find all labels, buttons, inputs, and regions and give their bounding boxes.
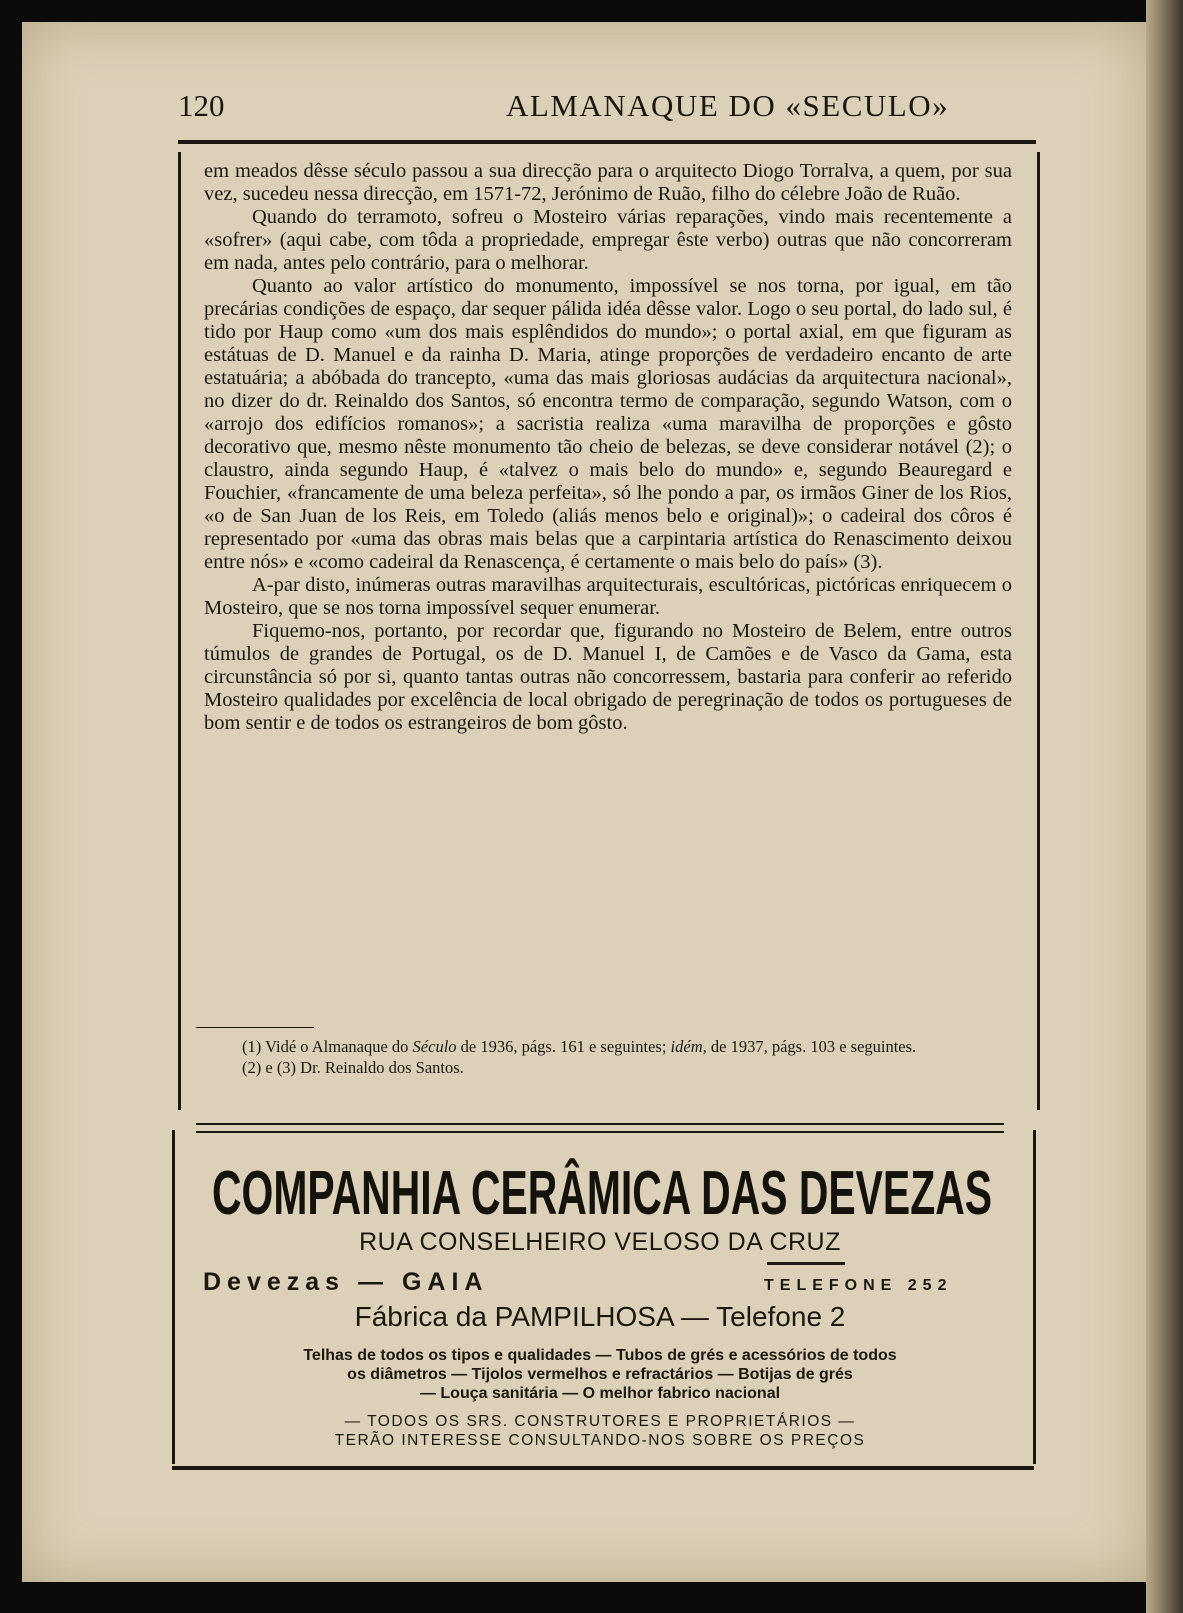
- callout-line: — TODOS OS SRS. CONSTRUTORES E PROPRIETÁRIOS —: [344, 1413, 856, 1430]
- phone-rule: [767, 1262, 845, 1265]
- footnote-1: (1) Vidé o Almanaque do Século de 1936, págs. 161 e seguintes; idém, de 1937, págs. 103 e seguintes.: [242, 1037, 917, 1056]
- products-line: os diâmetros — Tijolos vermelhos e refractários — Botijas de grés: [347, 1366, 853, 1383]
- article-paragraph: Quando do terramoto, sofreu o Mosteiro várias reparações, vindo mais recentemente a «sofrer» (aqui cabe, com tôda a propriedade, empregar êste verbo) outras que não concorreram em nada, antes pelo contrário, para o melhorar.: [204, 206, 1012, 274]
- advertisement-location: Devezas — GAIA: [203, 1268, 489, 1296]
- advertisement-factory: Fábrica da PAMPILHOSA — Telefone 2: [354, 1301, 846, 1332]
- footnote-rule: [196, 1027, 314, 1028]
- header-rule: [178, 140, 1036, 144]
- footnotes: [198, 1036, 1010, 1078]
- products-line: — Louça sanitária — O melhor fabrico nacional: [419, 1385, 781, 1402]
- advertisement-phone: TELEFONE 252: [764, 1277, 953, 1294]
- advertisement-company-name: [196, 1140, 1008, 1232]
- page-header: [178, 88, 1038, 128]
- running-title: ALMANAQUE DO «SECULO»: [506, 88, 950, 123]
- article-paragraph: em meados dêsse século passou a sua direcção para o arquitecto Diogo Torralva, a quem, por sua vez, sucedeu nessa direcção, em 1571-72, Jerónimo de Ruão, filho do célebre João de Ruão.: [204, 160, 1012, 205]
- products-line: Telhas de todos os tipos e qualidades — Tubos de grés e acessórios de todos: [303, 1347, 897, 1364]
- advertisement-callout: [196, 1412, 1004, 1450]
- advertisement-products: [196, 1346, 1004, 1403]
- bottom-rule: [172, 1466, 1034, 1470]
- footnote-2: (2) e (3) Dr. Reinaldo dos Santos.: [242, 1058, 464, 1077]
- company-name-text: COMPANHIA CERÂMICA DAS DEVEZAS: [212, 1159, 992, 1228]
- article-paragraph: Fiquemo-nos, portanto, por recordar que, figurando no Mosteiro de Belem, entre outros túmulos de grandes de Portugal, os de D. Manuel I, de Camões e de Vasco da Gama, esta circunstância só por si, quanto tantas outras não concorressem, bastaria para conferir ao referido Mosteiro qualidades por excelência de local obrigado de peregrinação de todos os portugueses de bom sentir e de todos os estrangeiros de bom gôsto.: [204, 620, 1012, 734]
- article-paragraph: Quanto ao valor artístico do monumento, impossível se nos torna, por igual, em tão precárias condições de espaço, dar sequer pálida idéa dêsse valor. Logo o seu portal, do lado sul, é tido por Haup como «um dos mais esplêndidos do mundo»; o portal axial, em que figuram as estátuas de D. Manuel e da rainha D. Maria, atinge proporções de verdadeiro encanto de arte estatuária; a abóbada do trancepto, «uma das mais gloriosas audácias da arquitectura nacional», no dizer do dr. Reinaldo dos Santos, só encontra termo de comparação, segundo Watson, com o «arrojo dos edifícios romanos»; a sacristia realiza «uma maravilha de proporções e gôsto decorativo que, mesmo nêste monumento tão cheio de belezas, se deve considerar notável (2); o claustro, ainda segundo Haup, é «talvez o mais belo do mundo» e, segundo Beauregard e Fouchier, «francamente de uma beleza perfeita», só lhe pondo a par, os irmãos Giner de los Rios, «o de San Juan de los Reis, em Toledo (aliás menos belo e original)»; o cadeiral dos côros é representado por «uma das obras mais belas que a carpintaria artística do Renascimento deixou entre nós» e «como cadeiral da Renascença, é certamente o mais belo do país» (3).: [204, 275, 1012, 573]
- callout-line: TERÃO INTERESSE CONSULTANDO-NOS SOBRE OS PREÇOS: [334, 1432, 866, 1449]
- article-body: [204, 160, 1012, 735]
- page-number: 120: [178, 88, 225, 123]
- article-paragraph: A-par disto, inúmeras outras maravilhas arquitecturais, escultóricas, pictóricas enriquecem o Mosteiro, que se nos torna impossível sequer enumerar.: [204, 574, 1012, 619]
- book-spine: [1146, 0, 1183, 1613]
- advertisement-street: RUA CONSELHEIRO VELOSO DA CRUZ: [359, 1228, 841, 1256]
